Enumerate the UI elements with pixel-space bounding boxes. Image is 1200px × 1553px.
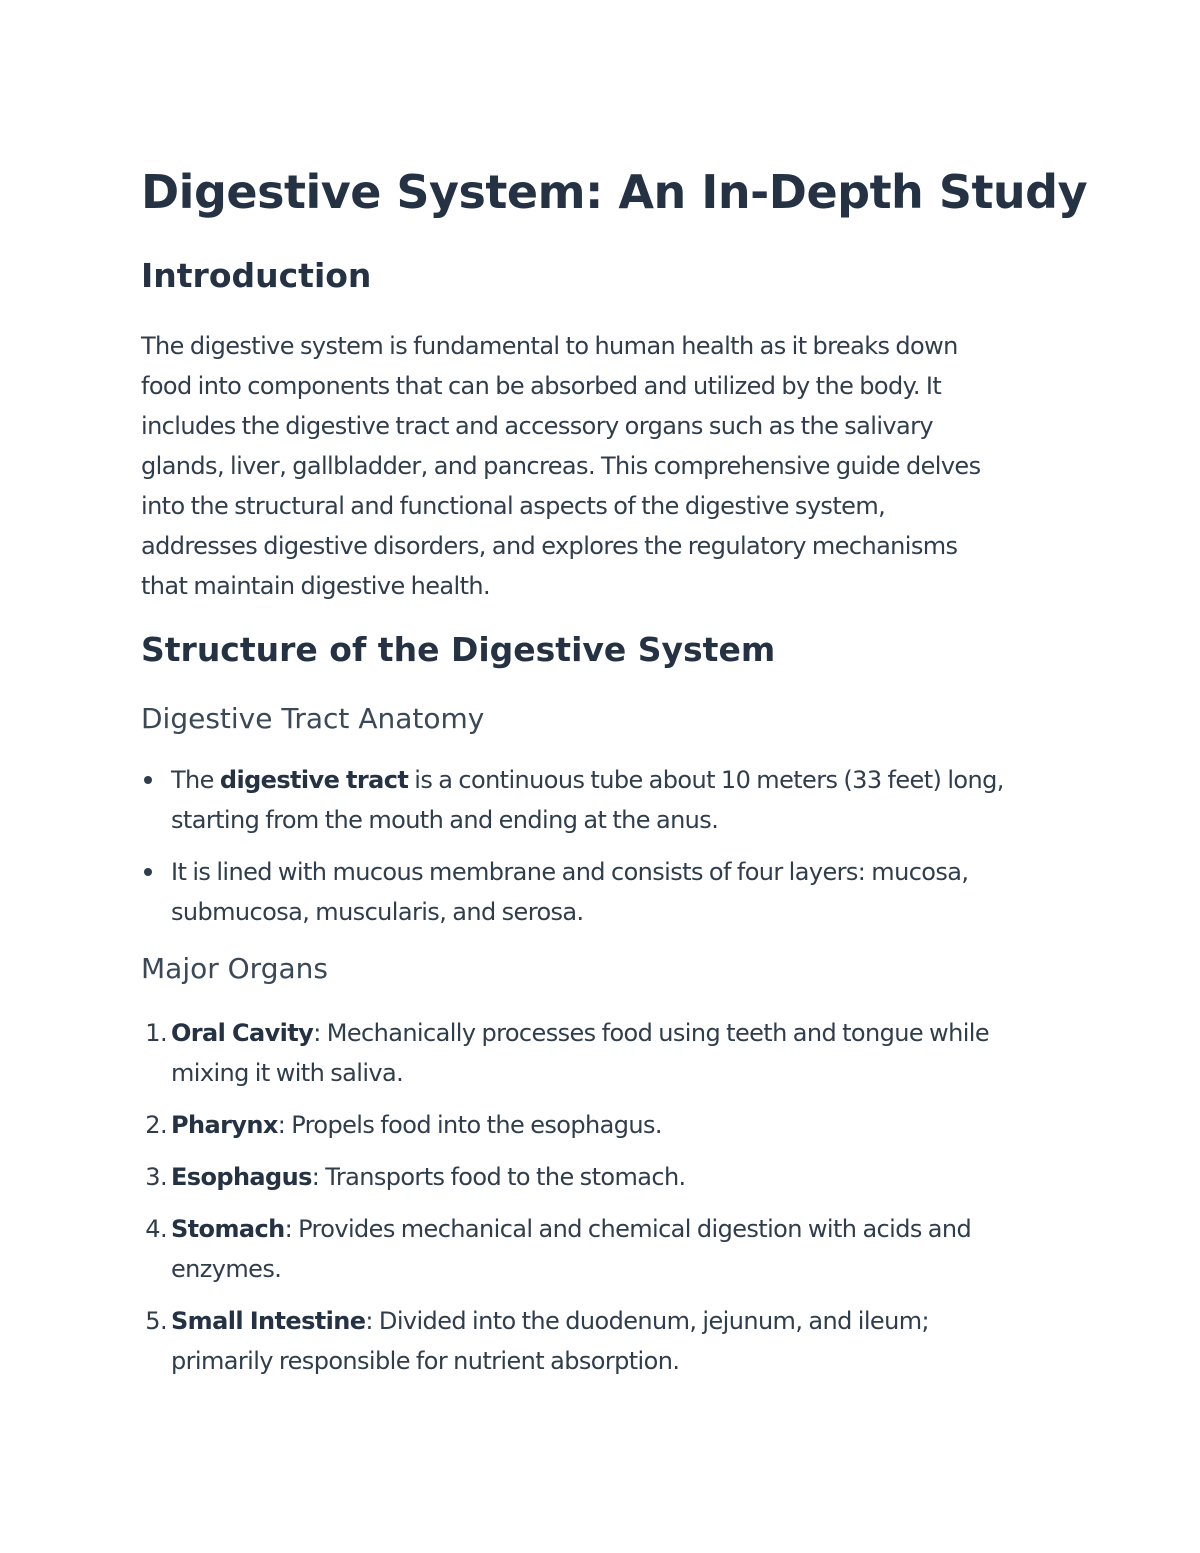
list-number: 4. [145, 1215, 167, 1243]
major-organs-list [141, 1013, 1071, 1393]
organ-line: Esophagus: Transports food to the stomach. [171, 1163, 686, 1191]
intro-line: glands, liver, gallbladder, and pancreas. This comprehensive guide delves [141, 452, 981, 480]
tract-anatomy-heading: Digestive Tract Anatomy [141, 702, 485, 735]
introduction-paragraph [141, 326, 1071, 606]
bullet-line: starting from the mouth and ending at the anus. [171, 806, 719, 834]
document-title: Digestive System: An In-Depth Study [141, 165, 1088, 219]
introduction-heading: Introduction [141, 256, 372, 295]
list-item [141, 1105, 1071, 1145]
list-item [141, 1301, 1071, 1381]
list-number: 2. [145, 1111, 167, 1139]
organ-term: Oral Cavity [171, 1019, 314, 1047]
organ-line: Oral Cavity: Mechanically processes food using teeth and tongue while [171, 1019, 989, 1047]
bullet-line: submucosa, muscularis, and serosa. [171, 898, 584, 926]
organ-term: Pharynx [171, 1111, 278, 1139]
organ-term: Esophagus [171, 1163, 312, 1191]
list-item [141, 852, 1071, 932]
organ-term: Stomach [171, 1215, 285, 1243]
organ-term: Small Intestine [171, 1307, 366, 1335]
bold-term: digestive tract [219, 766, 409, 794]
organ-line: enzymes. [171, 1255, 282, 1283]
organ-line: mixing it with saliva. [171, 1059, 404, 1087]
intro-line: food into components that can be absorbed and utilized by the body. It [141, 372, 942, 400]
organ-line: Stomach: Provides mechanical and chemical digestion with acids and [171, 1215, 972, 1243]
bullet-line: It is lined with mucous membrane and consists of four layers: mucosa, [171, 858, 969, 886]
intro-line: that maintain digestive health. [141, 572, 491, 600]
tract-anatomy-list [141, 760, 1071, 944]
bullet-icon [144, 776, 152, 784]
list-item [141, 1013, 1071, 1093]
list-item [141, 1157, 1071, 1197]
list-item [141, 1209, 1071, 1289]
list-number: 3. [145, 1163, 167, 1191]
list-item [141, 760, 1071, 840]
organ-line: primarily responsible for nutrient absorption. [171, 1347, 680, 1375]
structure-heading: Structure of the Digestive System [141, 630, 776, 669]
major-organs-heading: Major Organs [141, 952, 328, 985]
bullet-line: The digestive tract is a continuous tube about 10 meters (33 feet) long, [171, 766, 1004, 794]
intro-line: into the structural and functional aspects of the digestive system, [141, 492, 886, 520]
organ-line: Small Intestine: Divided into the duodenum, jejunum, and ileum; [171, 1307, 929, 1335]
organ-line: Pharynx: Propels food into the esophagus. [171, 1111, 662, 1139]
list-number: 5. [145, 1307, 167, 1335]
intro-line: includes the digestive tract and accessory organs such as the salivary [141, 412, 933, 440]
intro-line: The digestive system is fundamental to human health as it breaks down [141, 332, 958, 360]
bullet-icon [144, 868, 152, 876]
list-number: 1. [145, 1019, 167, 1047]
intro-line: addresses digestive disorders, and explores the regulatory mechanisms [141, 532, 958, 560]
